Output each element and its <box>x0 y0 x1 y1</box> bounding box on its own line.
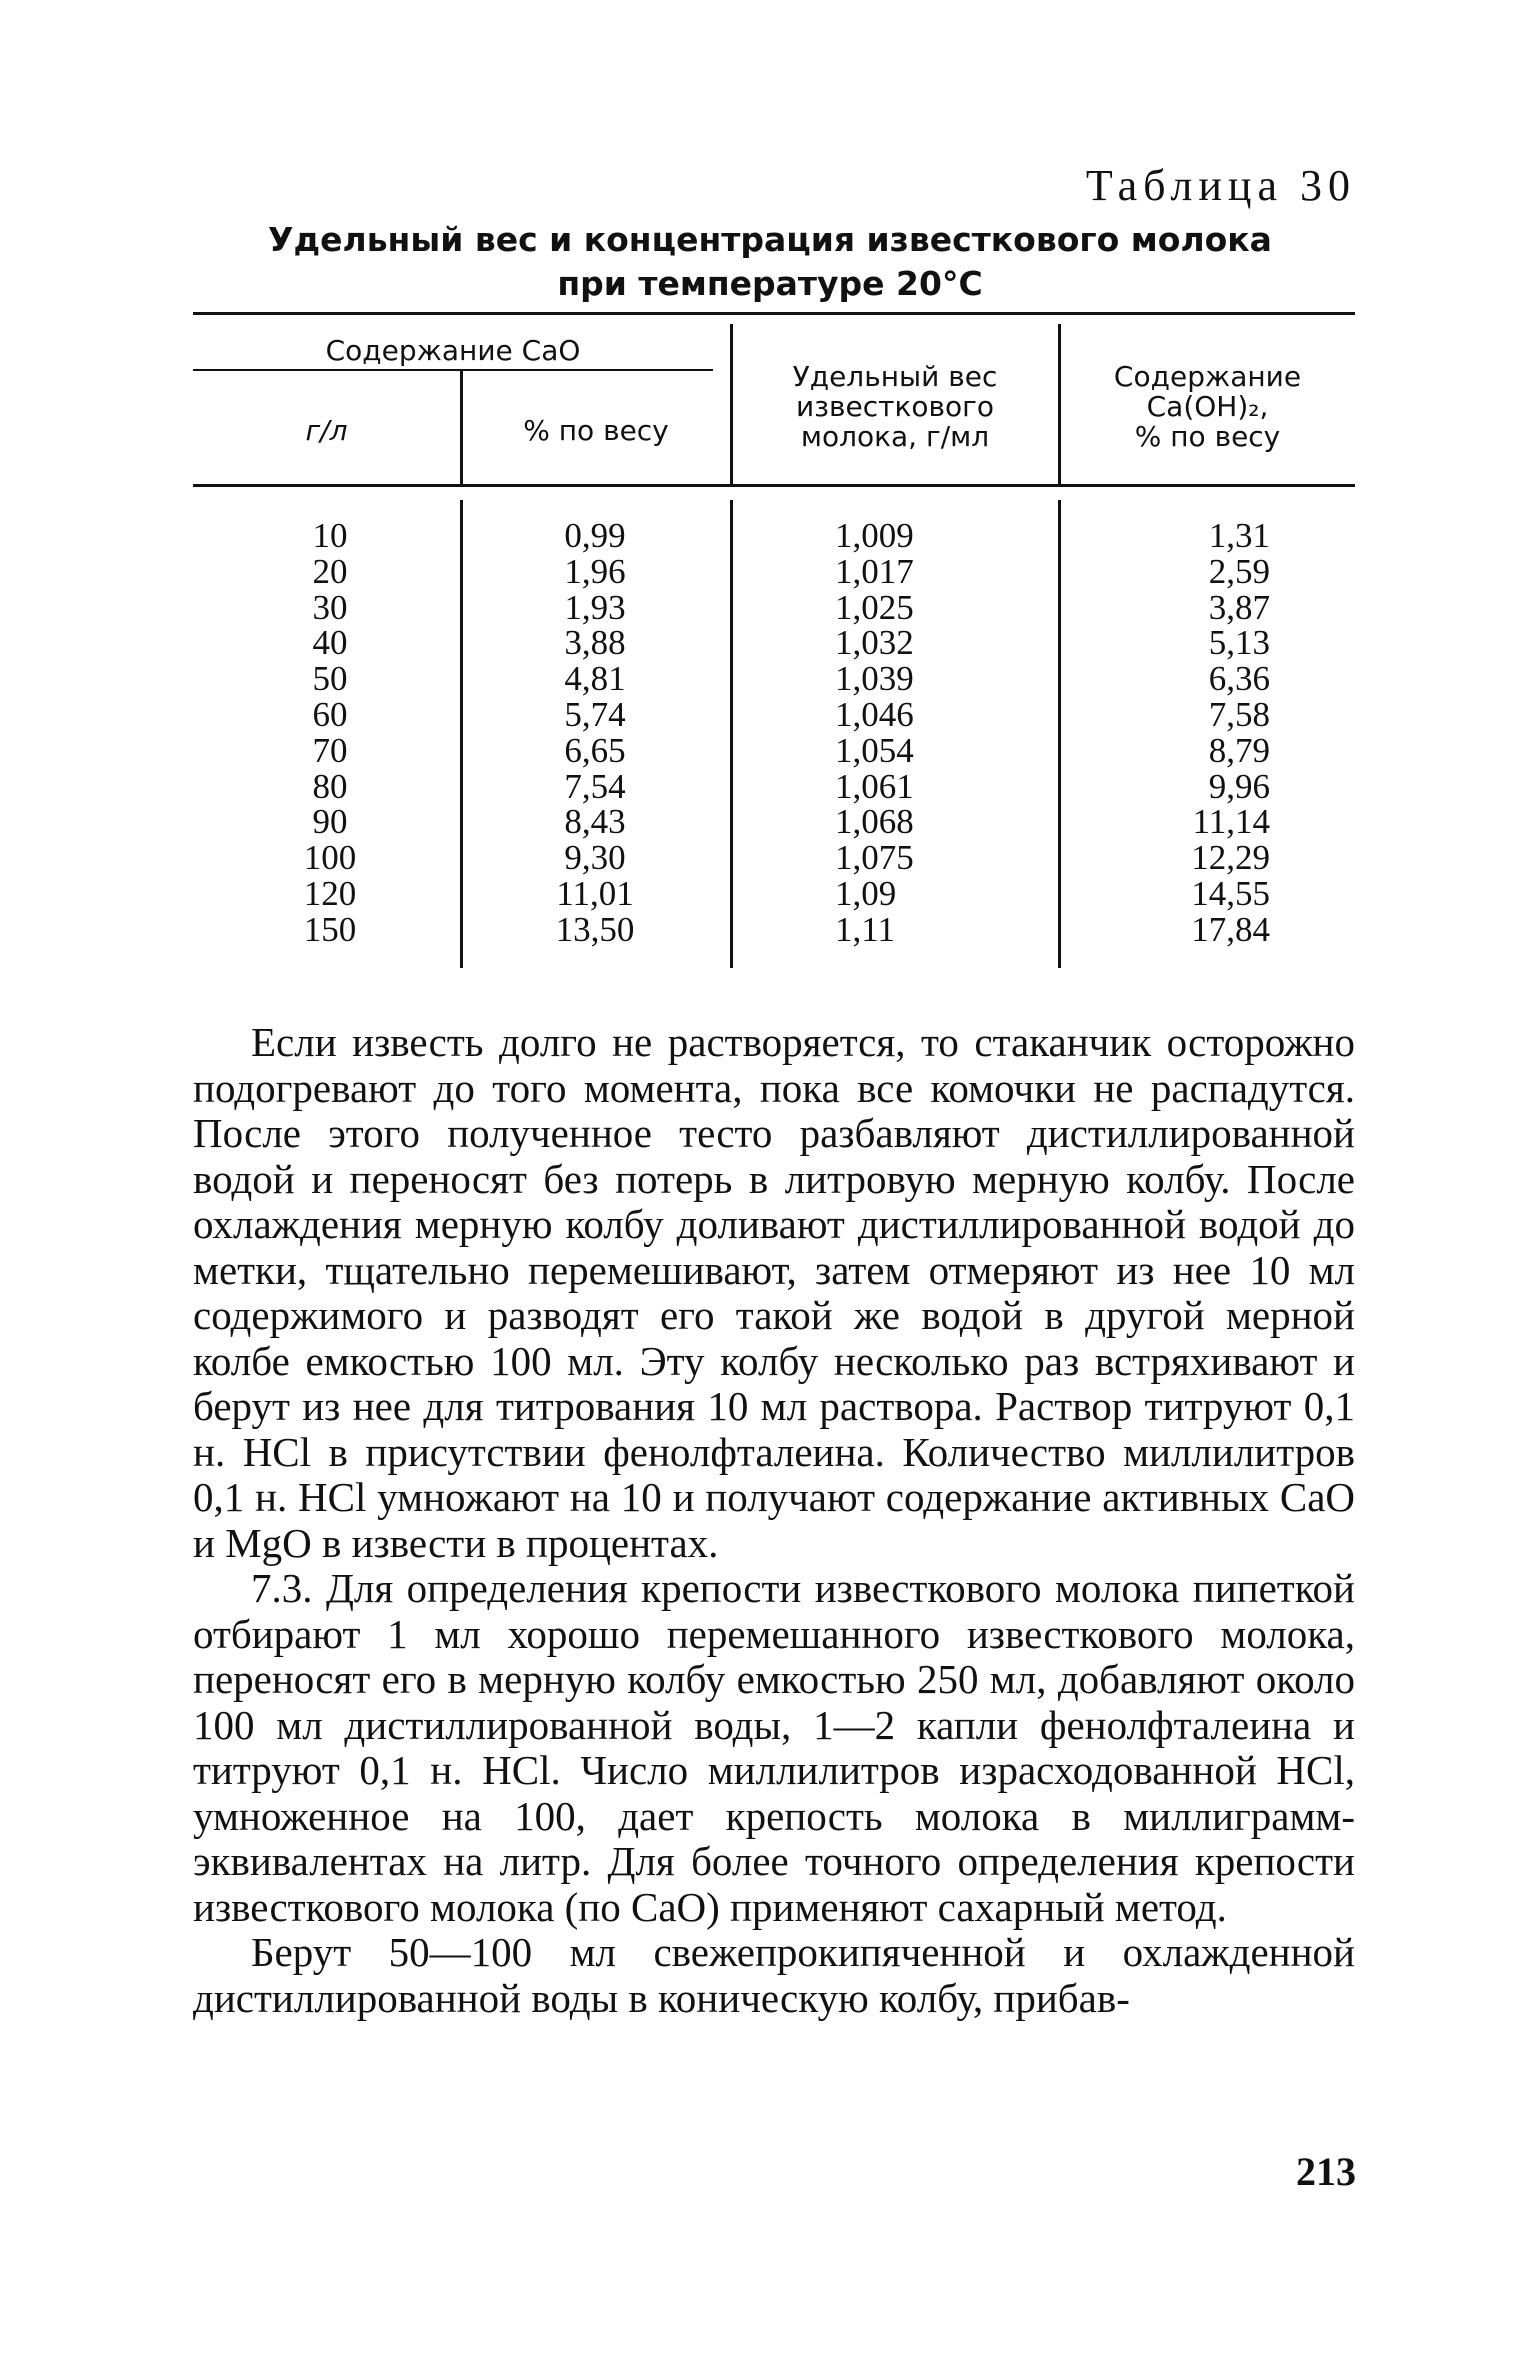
table-cell: 150 <box>303 909 357 949</box>
header-specific-gravity: Удельный вес известкового молока, г/мл <box>792 360 998 453</box>
table-cell: 5,74 <box>564 694 626 734</box>
paragraph-1: Если известь долго не растворяется, то стаканчик осторожно подогревают до того момента, пока все комочки не распадутся. После этого полученное тесто разбавляют дистиллированной водой и переносят без потерь в литровую мерную колбу. После охлаждения мерную колбу доливают дистиллированной водой до метки, тщательно перемешивают, затем отмеряют из нее 10 мл содержимого и разводят его такой же водой в другой мерной колбе емкостью 100 мл. Эту колбу несколько раз встряхивают и берут из нее для титрования 10 мл раствора. Раствор титруют 0,1 н. HCl в присутствии фенолфталеина. Количество миллилитров 0,1 н. HCl умножают на 10 и получают содержание активных CaO и MgO в извести в процентах. <box>193 1019 1355 1566</box>
table-cell: 6,65 <box>564 730 626 770</box>
table-cell: 30 <box>312 587 348 627</box>
table-cell: 1,046 <box>835 694 914 734</box>
table-cell: 13,50 <box>555 909 635 949</box>
column-specific-gravity <box>835 518 945 948</box>
table-cell: 1,93 <box>564 587 626 627</box>
header-bottom-rule <box>193 484 1355 487</box>
table-cell: 60 <box>312 694 348 734</box>
header-percent-weight: % по весу <box>523 414 669 447</box>
table-cell: 3,88 <box>564 623 626 663</box>
header-cao-content: Содержание CaO <box>325 334 581 367</box>
table-cell: 70 <box>312 730 348 770</box>
table-cell: 1,96 <box>564 551 626 591</box>
table-cell: 8,43 <box>564 802 626 842</box>
table-label: Таблица 30 <box>1085 161 1356 210</box>
table-cell: 1,025 <box>835 587 914 627</box>
paragraph-3: Берут 50—100 мл свежепрокипяченной и охлажденной дистиллированной воды в коническую колбу, прибав- <box>193 1929 1355 2021</box>
header-caoh2-content: Содержание Ca(OH)₂, % по весу <box>1113 360 1302 453</box>
table-cell: 11,14 <box>1192 802 1270 842</box>
table-cell: 90 <box>312 802 348 842</box>
table-title-line-1: Удельный вес и концентрация известкового молока <box>268 220 1272 259</box>
table-cell: 1,31 <box>1208 516 1270 555</box>
table-cell: 80 <box>312 766 348 806</box>
column-caoh2-content <box>1160 518 1270 948</box>
paragraph-2: 7.3. Для определения крепости известкового молока пипеткой отбирают 1 мл хорошо перемешанного известкового молока, переносят его в мерную колбу емкостью 250 мл, добавляют около 100 мл дистиллированной воды, 1—2 капли фенолфталеина и титруют 0,1 н. HCl. Число миллилитров израсходованной HCl, умноженное на 100, дает крепость молока в миллиграмм-эквивалентах на литр. Для более точного определения крепости известкового молока (по CaO) применяют сахарный метод. <box>193 1565 1355 1930</box>
table-cell: 9,30 <box>564 838 626 878</box>
table-cell: 100 <box>303 838 357 878</box>
column-divider-3-body <box>1058 500 1061 968</box>
table-cell: 14,55 <box>1191 873 1270 913</box>
table-cell: 8,79 <box>1208 730 1270 770</box>
column-divider-2-body <box>730 500 733 968</box>
table-cell: 7,58 <box>1208 694 1270 734</box>
table-cell: 1,009 <box>835 516 914 555</box>
column-divider-1-body <box>460 500 463 968</box>
page-number: 213 <box>1296 2149 1356 2194</box>
table-cell: 3,87 <box>1208 587 1270 627</box>
table-title <box>180 218 1360 306</box>
table-cell: 1,054 <box>835 730 914 770</box>
table-cell: 9,96 <box>1208 766 1270 806</box>
table-cell: 1,11 <box>835 909 895 949</box>
group-header-rule <box>193 369 713 371</box>
table-cell: 12,29 <box>1191 838 1270 878</box>
table-cell: 17,84 <box>1191 909 1270 949</box>
table-cell: 6,36 <box>1208 659 1270 699</box>
column-percent-weight <box>535 518 655 948</box>
table-cell: 0,99 <box>564 516 626 555</box>
table-cell: 1,039 <box>835 659 914 699</box>
table-cell: 1,068 <box>835 802 914 842</box>
table-cell: 120 <box>303 873 357 913</box>
table-title-line-2: при температуре 20°C <box>557 264 983 303</box>
table-cell: 50 <box>312 659 348 699</box>
table-cell: 5,13 <box>1208 623 1270 663</box>
table-cell: 1,075 <box>835 838 914 878</box>
table-cell: 7,54 <box>564 766 626 806</box>
table-cell: 1,032 <box>835 623 914 663</box>
table-cell: 1,017 <box>835 551 914 591</box>
table-cell: 2,59 <box>1208 551 1270 591</box>
table-cell: 11,01 <box>556 873 634 913</box>
table-cell: 10 <box>312 516 348 555</box>
body-text <box>193 1020 1355 2021</box>
table-cell: 4,81 <box>564 659 626 699</box>
table-cell: 1,061 <box>835 766 914 806</box>
column-g-per-l <box>280 518 380 948</box>
table-cell: 20 <box>312 551 348 591</box>
header-g-per-l: г/л <box>305 414 348 447</box>
table-cell: 1,09 <box>835 873 897 913</box>
table-top-rule <box>193 312 1355 315</box>
table-cell: 40 <box>312 623 348 663</box>
